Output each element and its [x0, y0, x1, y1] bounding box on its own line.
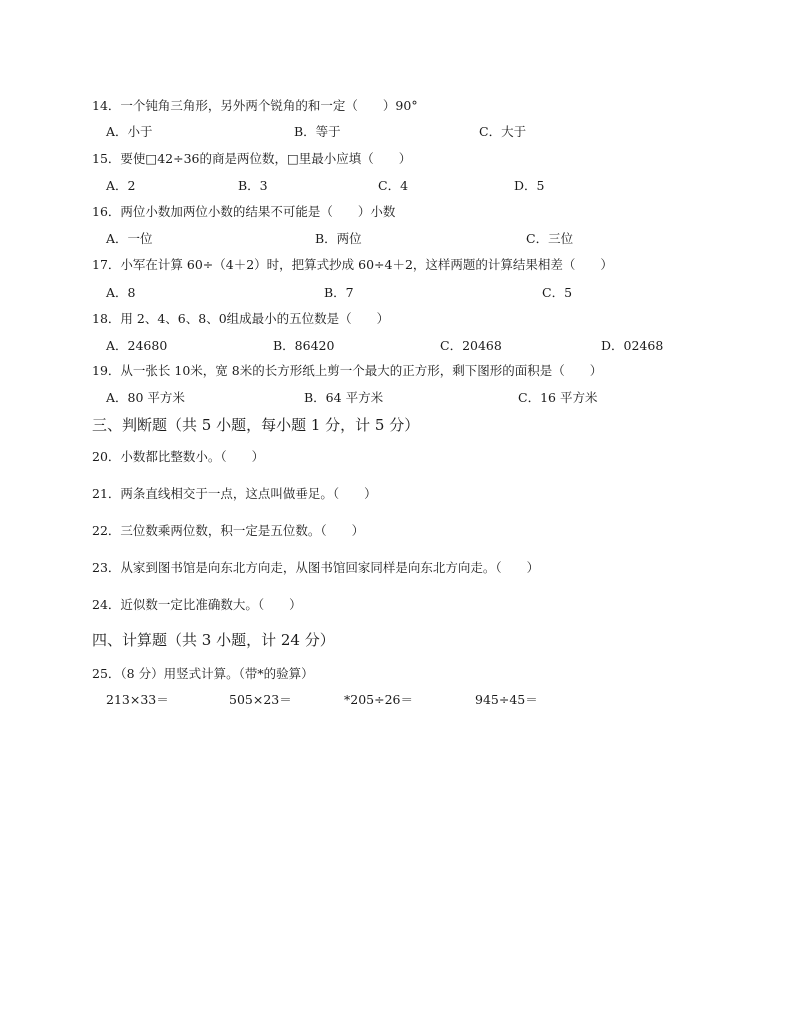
question-22: 22．三位数乘两位数，积一定是五位数。（ ） — [92, 523, 365, 538]
question-23: 23．从家到图书馆是向东北方向走，从图书馆回家同样是向东北方向走。（ ） — [92, 560, 540, 575]
question-15-option-d: D．5 — [514, 178, 545, 193]
question-18-option-c: C．20468 — [440, 338, 502, 353]
question-17-option-c: C．5 — [542, 285, 573, 300]
question-21: 21．两条直线相交于一点，这点叫做垂足。（ ） — [92, 486, 377, 501]
question-18-option-a: A．24680 — [106, 338, 168, 353]
question-14-option-a: A．小于 — [106, 124, 153, 139]
question-24: 24．近似数一定比准确数大。（ ） — [92, 597, 302, 612]
question-17-option-b: B．7 — [324, 285, 354, 300]
question-18-option-b: B．86420 — [273, 338, 335, 353]
question-14-option-b: B．等于 — [294, 124, 341, 139]
question-16-option-b: B．两位 — [315, 231, 362, 246]
section-4-title: 四、计算题（共 3 小题，计 24 分） — [92, 631, 335, 649]
question-19-option-a: A．80 平方米 — [106, 390, 185, 405]
question-18-stem: 18．用 2、4、6、8、0组成最小的五位数是（ ） — [92, 311, 390, 326]
calc-item-2: 505×23＝ — [229, 692, 292, 707]
question-19-stem: 19．从一张长 10米，宽 8米的长方形纸上剪一个最大的正方形，剩下图形的面积是（ ） — [92, 363, 603, 378]
question-15-option-b: B．3 — [238, 178, 268, 193]
question-15-option-a: A．2 — [106, 178, 136, 193]
calc-item-3: *205÷26＝ — [344, 692, 413, 707]
question-16-option-a: A．一位 — [106, 231, 153, 246]
question-17-stem: 17．小军在计算 60÷（4＋2）时，把算式抄成 60÷4＋2，这样两题的计算结果相差（ ） — [92, 257, 613, 272]
question-20: 20．小数都比整数小。（ ） — [92, 449, 265, 464]
question-19-option-c: C．16 平方米 — [518, 390, 598, 405]
calc-item-1: 213×33＝ — [106, 692, 169, 707]
question-25-stem: 25．（8 分）用竖式计算。（带*的验算） — [92, 666, 314, 681]
section-3-title: 三、判断题（共 5 小题，每小题 1 分，计 5 分） — [92, 416, 420, 434]
question-19-option-b: B．64 平方米 — [304, 390, 384, 405]
question-15-stem: 15．要使□42÷36的商是两位数，□里最小应填（ ） — [92, 151, 412, 166]
question-14-stem: 14．一个钝角三角形，另外两个锐角的和一定（ ）90° — [92, 98, 418, 113]
question-17-option-a: A．8 — [106, 285, 136, 300]
calc-item-4: 945÷45＝ — [475, 692, 538, 707]
question-18-option-d: D．02468 — [601, 338, 664, 353]
question-14-option-c: C．大于 — [479, 124, 527, 139]
question-16-option-c: C．三位 — [526, 231, 574, 246]
question-16-stem: 16．两位小数加两位小数的结果不可能是（ ）小数 — [92, 204, 396, 219]
question-15-option-c: C．4 — [378, 178, 409, 193]
